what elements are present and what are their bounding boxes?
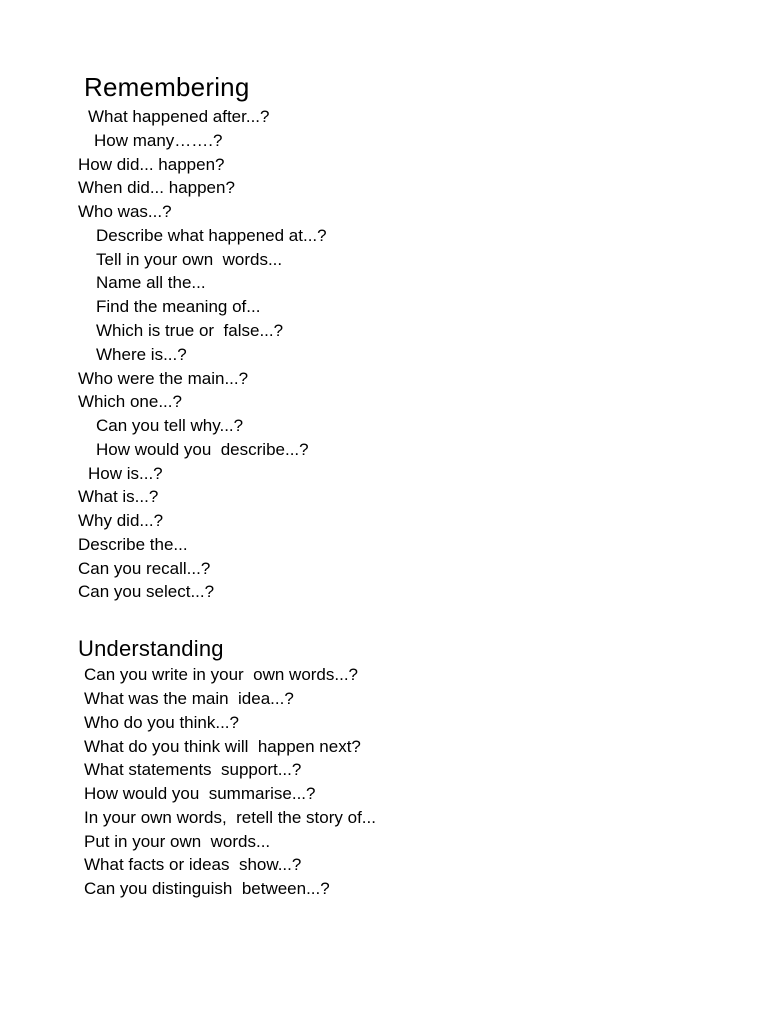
question-item: Can you select...? [78,582,215,601]
question-item: How would you describe...? [96,440,309,459]
question-item: Where is...? [96,345,187,364]
question-item: What was the main idea...? [84,689,294,708]
question-item: What happened after...? [88,107,270,126]
section-heading-remembering: Remembering [84,72,250,102]
question-item: Which one...? [78,392,182,411]
question-item: Can you distinguish between...? [84,879,330,898]
question-item: Which is true or false...? [96,321,284,340]
question-item: Who do you think...? [84,713,239,732]
question-item: What do you think will happen next? [84,737,361,756]
question-item: How many…….? [94,131,223,150]
question-item: Why did...? [78,511,164,530]
question-item: Find the meaning of... [96,297,261,316]
question-item: Tell in your own words... [96,250,283,269]
question-item: Can you recall...? [78,559,211,578]
question-item: Name all the... [96,273,206,292]
question-item: What facts or ideas show...? [84,855,302,874]
question-item: Can you write in your own words...? [84,665,359,684]
question-item: In your own words, retell the story of... [84,808,376,827]
section-heading-understanding: Understanding [78,636,224,661]
question-item: Describe what happened at...? [96,226,327,245]
question-item: How would you summarise...? [84,784,316,803]
question-item: What statements support...? [84,760,302,779]
question-item: Describe the... [78,535,188,554]
question-item: What is...? [78,487,159,506]
question-item: How did... happen? [78,155,225,174]
question-item: Who was...? [78,202,172,221]
question-item: Can you tell why...? [96,416,244,435]
question-item: How is...? [88,464,163,483]
question-item: When did... happen? [78,178,235,197]
question-item: Put in your own words... [84,832,271,851]
question-item: Who were the main...? [78,369,249,388]
